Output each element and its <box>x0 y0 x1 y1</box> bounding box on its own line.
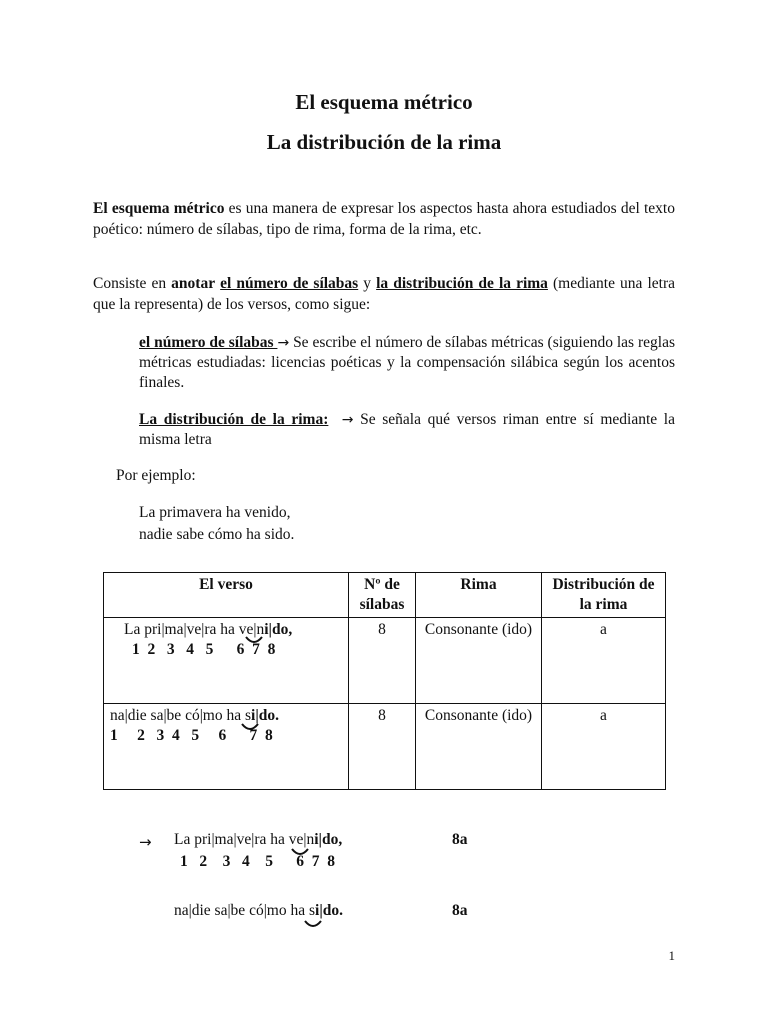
verse-rhyme: i|do, <box>264 621 293 638</box>
poem-line-1: La primavera ha venido, <box>139 504 291 521</box>
page-number: 1 <box>668 948 675 963</box>
item1-label: el número de sílabas <box>139 334 278 351</box>
rhyme-type: Consonante (ido) <box>416 618 542 704</box>
arrow-icon: → <box>341 412 354 428</box>
verse-rhyme: i|do. <box>251 707 279 724</box>
summary-numbers-1: 1 2 3 4 5 6 7 8 <box>180 853 335 870</box>
document-title: El esquema métrico <box>295 90 473 114</box>
arrow-icon: → <box>139 833 152 851</box>
syllable-numbers: 1 2 3 4 5 6 7 8 <box>110 727 273 744</box>
consiste-paragraph <box>93 273 675 315</box>
header-rima: Rima <box>416 573 542 618</box>
summary-plain: na|die sa|be có|mo ha s <box>174 902 316 919</box>
verse-plain: na|die sa|be có|mo ha s <box>110 707 252 724</box>
intro-paragraph <box>93 198 675 240</box>
consiste-bold-silabas: el número de sílabas <box>220 275 359 292</box>
header-silabas: Nº de sílabas <box>349 573 416 618</box>
summary-scheme-2: 8a <box>452 902 468 919</box>
item1-text: Se escribe el número de sílabas métricas (siguiendo las reglas métricas estudiadas: licencias poéticas y la compensación silábica según los acentos finales. <box>139 334 675 391</box>
por-ejemplo-label: Por ejemplo: <box>116 467 196 484</box>
rhyme-letter: a <box>542 704 666 790</box>
summary-scheme-1: 8a <box>452 831 468 848</box>
item2-label: La distribución de la rima: <box>139 411 329 428</box>
consiste-text-y: y <box>358 275 377 292</box>
syllable-count: 8 <box>349 704 416 790</box>
rhyme-letter: a <box>542 618 666 704</box>
table-row <box>104 704 666 790</box>
item-numero-silabas <box>139 333 675 393</box>
consiste-bold-rima: la distribución de la rima <box>376 275 548 292</box>
verse-cell <box>104 618 349 704</box>
syllable-numbers: 1 2 3 4 5 6 7 8 <box>132 641 276 658</box>
verse-line <box>124 620 344 640</box>
verse-line <box>110 706 344 726</box>
table-row <box>104 618 666 704</box>
arrow-icon: → <box>277 335 290 351</box>
poem-line-2: nadie sabe cómo ha sido. <box>139 526 295 543</box>
consiste-bold-anotar: anotar <box>171 275 216 292</box>
header-distribucion: Distribución de la rima <box>542 573 666 618</box>
verse-plain: La pri|ma|ve|ra ha ve|n <box>124 621 265 638</box>
summary-verse-1 <box>174 831 342 849</box>
syllable-count: 8 <box>349 618 416 704</box>
verse-cell <box>104 704 349 790</box>
intro-bold: El esquema métrico <box>93 200 225 217</box>
item-distribucion-rima <box>139 410 675 450</box>
document-subtitle: La distribución de la rima <box>266 130 502 154</box>
summary-rhyme: i|do, <box>314 831 343 848</box>
item2-text: Se señala qué versos riman entre sí mediante la misma letra <box>139 411 675 448</box>
consiste-text-a: Consiste en <box>93 275 172 292</box>
summary-plain: La pri|ma|ve|ra ha ve|n <box>174 831 315 848</box>
consiste-text-rest: (mediante una letra que la representa) de los versos, como sigue: <box>93 275 676 313</box>
metric-table <box>103 572 666 790</box>
summary-rhyme: i|do. <box>315 902 343 919</box>
intro-text: es una manera de expresar los aspectos hasta ahora estudiados del texto poético: número de sílabas, tipo de rima, forma de la rima, etc. <box>93 200 675 238</box>
header-verso: El verso <box>104 573 349 618</box>
summary-verse-2 <box>174 902 343 920</box>
synalepha-curve-icon <box>305 921 321 926</box>
rhyme-type: Consonante (ido) <box>416 704 542 790</box>
